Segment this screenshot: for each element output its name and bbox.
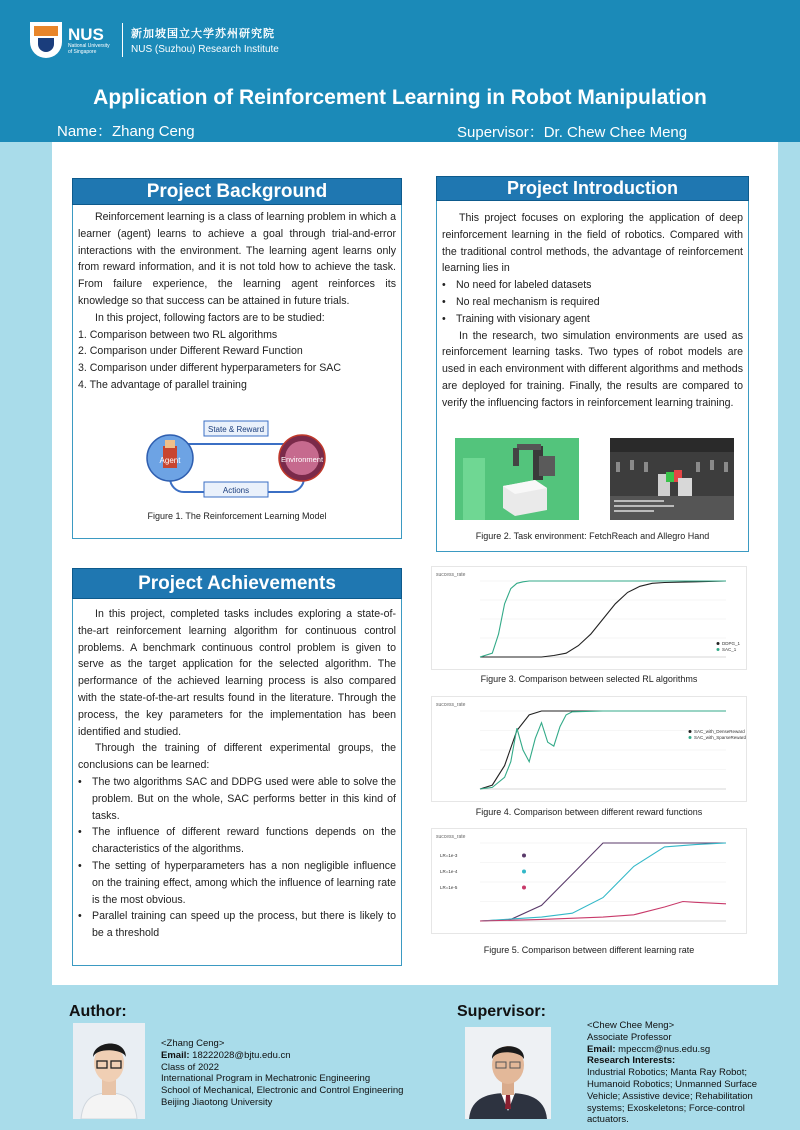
- author-name: <Zhang Ceng>: [161, 1038, 225, 1049]
- background-item: 1. Comparison between two RL algorithms: [78, 328, 278, 341]
- fetchreach-screenshot: [455, 438, 579, 520]
- logo-subtext: National University of Singapore: [68, 42, 110, 55]
- chart-ylabel: success_rate: [436, 702, 466, 708]
- allegro-hand-screenshot: [610, 438, 734, 520]
- introduction-bullet: • No need for labeled datasets: [442, 277, 743, 294]
- nus-crest-icon: [30, 22, 62, 58]
- author-photo: [73, 1023, 145, 1119]
- achievements-title: Project Achievements: [72, 568, 402, 599]
- author-class: Class of 2022: [161, 1061, 220, 1073]
- author-university: Beijing Jiaotong University: [161, 1096, 273, 1108]
- achievements-bullet: • The influence of different reward functions depends on the characteristics of the algorithms.: [78, 824, 396, 858]
- author-heading: Author:: [69, 1003, 127, 1020]
- achievements-paragraph-1: In this project, completed tasks includes exploring a state-of-the-art reinforcement learning algorithm for continuous control problems. A benchmark continuous control problem is given to serve as the target application for the selected algorithm. The performance of the achieved learning process is also compared with the state-of-the-art results found in the literature. Through the process, the key parameters for the implementation has been identified and studied.: [78, 608, 396, 738]
- supervisor-photo: [465, 1027, 551, 1119]
- supervisor-info: [587, 1020, 787, 1126]
- poster-title: Application of Reinforcement Learning in Robot Manipulation: [93, 86, 707, 109]
- author-school: School of Mechanical, Electronic and Control Engineering: [161, 1085, 404, 1097]
- actions-label: Actions: [222, 486, 250, 495]
- chart-rl-algorithms: [431, 566, 747, 670]
- figure-4-caption: Figure 4. Comparison between different reward functions: [475, 807, 703, 817]
- chart-learning-rate: [431, 828, 747, 934]
- background-item: 2. Comparison under Different Reward Function: [78, 345, 303, 358]
- institute-en: NUS (Suzhou) Research Institute: [131, 44, 279, 55]
- background-item: 3. Comparison under different hyperparameters for SAC: [78, 362, 342, 375]
- achievements-paragraph-2: Through the training of different experimental groups, the conclusions can be learned:: [78, 742, 396, 772]
- nus-logo: [30, 22, 279, 58]
- supervisor-email: mpeccm@nus.edu.sg: [615, 1043, 711, 1055]
- chart-legend-marker: [717, 648, 720, 651]
- chart-legend-label: LR=1e-3: [440, 853, 458, 858]
- introduction-paragraph-1: This project focuses on exploring the application of deep reinforcement learning in the field of robotics. Compared with the traditional control methods, the advantage of reinforcement learning lies in: [442, 212, 743, 275]
- rl-model-diagram: [142, 418, 332, 500]
- figure-2-caption: Figure 2. Task environment: FetchReach and Allegro Hand: [475, 531, 710, 541]
- state-reward-label: State & Reward: [207, 425, 265, 434]
- background-text: [78, 209, 396, 394]
- chart-legend-marker: [717, 642, 720, 645]
- chart-legend-marker: [689, 730, 692, 733]
- introduction-bullet: • Training with visionary agent: [442, 311, 743, 328]
- achievements-bullet: • The setting of hyperparameters has a non negligible influence on the training effect, among which the influence of learning rate is the most obvious.: [78, 858, 396, 908]
- institute-cn: 新加坡国立大学苏州研究院: [131, 28, 275, 40]
- achievements-text: [78, 606, 396, 942]
- author-info: [161, 1038, 451, 1109]
- chart-reward-functions: [431, 696, 747, 802]
- environment-label: Environment: [280, 455, 324, 464]
- background-item: 4. The advantage of parallel training: [78, 378, 247, 391]
- supervisor-email-label: Email:: [587, 1043, 616, 1055]
- supervisor-full-name: <Chew Chee Meng>: [587, 1020, 675, 1031]
- supervisor-interests-label: Research Interests:: [587, 1055, 676, 1067]
- figure-3-caption: Figure 3. Comparison between selected RL algorithms: [480, 674, 698, 684]
- introduction-bullet: • No real mechanism is required: [442, 294, 743, 311]
- background-paragraph-1: Reinforcement learning is a class of learning problem in which a learner (agent) learns to achieve a goal through trial-and-error interactions with the environment. The learning agent learns only from reward information, and it is not told how to achieve the task. From failure experience, the learning agent reinforces its knowledge so that success can be attained in future trials.: [78, 211, 396, 307]
- chart-legend-label: SAC_with_SparseReward: [694, 735, 747, 740]
- background-paragraph-2: In this project, following factors are to be studied:: [95, 311, 325, 324]
- author-email-label: Email:: [161, 1049, 190, 1061]
- author-email: 18222028@bjtu.edu.cn: [189, 1049, 291, 1061]
- background-title: Project Background: [72, 178, 402, 205]
- introduction-title: Project Introduction: [436, 176, 749, 201]
- achievements-bullet: • The two algorithms SAC and DDPG used were able to solve the problem. But on the whole, SAC performs better in this kind of tasks.: [78, 774, 396, 824]
- supervisor-interests: Industrial Robotics; Manta Ray Robot; Humanoid Robotics; Unmanned Surface Vehicle; Assistive device; Rehabilitation systems; Exoskeletons; Force-control actuators.: [587, 1067, 758, 1126]
- student-name: Name：Zhang Ceng: [57, 123, 195, 140]
- figure-5-caption: Figure 5. Comparison between different learning rate: [483, 945, 695, 955]
- chart-legend-marker: [522, 886, 526, 890]
- introduction-paragraph-2: In the research, two simulation environments are used as reinforcement learning tasks. Two types of robot models are used in each environment with different algorithms and methods are deployed for training. Finally, the results are compared to verify the influencing factors in reinforcement learning training.: [442, 329, 743, 409]
- chart-legend-label: SAC_1: [722, 647, 737, 652]
- logo-divider: [122, 23, 123, 57]
- chart-ylabel: success_rate: [436, 834, 466, 840]
- chart-series-line: [480, 902, 726, 922]
- header-banner: [0, 0, 800, 142]
- chart-ylabel: success_rate: [436, 572, 466, 578]
- chart-legend-marker: [522, 854, 526, 858]
- logo-text: NUS: [68, 24, 104, 44]
- figure-1-caption: Figure 1. The Reinforcement Learning Model: [147, 511, 327, 521]
- chart-legend-marker: [522, 870, 526, 874]
- supervisor-position: Associate Professor: [587, 1031, 672, 1043]
- author-program: International Program in Mechatronic Engineering: [161, 1073, 371, 1085]
- chart-legend-marker: [689, 736, 692, 739]
- supervisor-heading: Supervisor:: [457, 1003, 546, 1020]
- chart-legend-label: LR=1e-5: [440, 885, 458, 890]
- chart-legend-label: LR=1e-4: [440, 869, 458, 874]
- chart-legend-label: SAC_with_DenseReward: [694, 729, 745, 734]
- agent-label: Agent: [159, 456, 181, 465]
- chart-legend-label: DDPG_1: [722, 641, 741, 646]
- achievements-bullet: • Parallel training can speed up the process, but there is likely to be a threshold: [78, 908, 396, 942]
- supervisor-name: Supervisor：Dr. Chew Chee Meng: [457, 124, 688, 141]
- introduction-text: [442, 210, 743, 412]
